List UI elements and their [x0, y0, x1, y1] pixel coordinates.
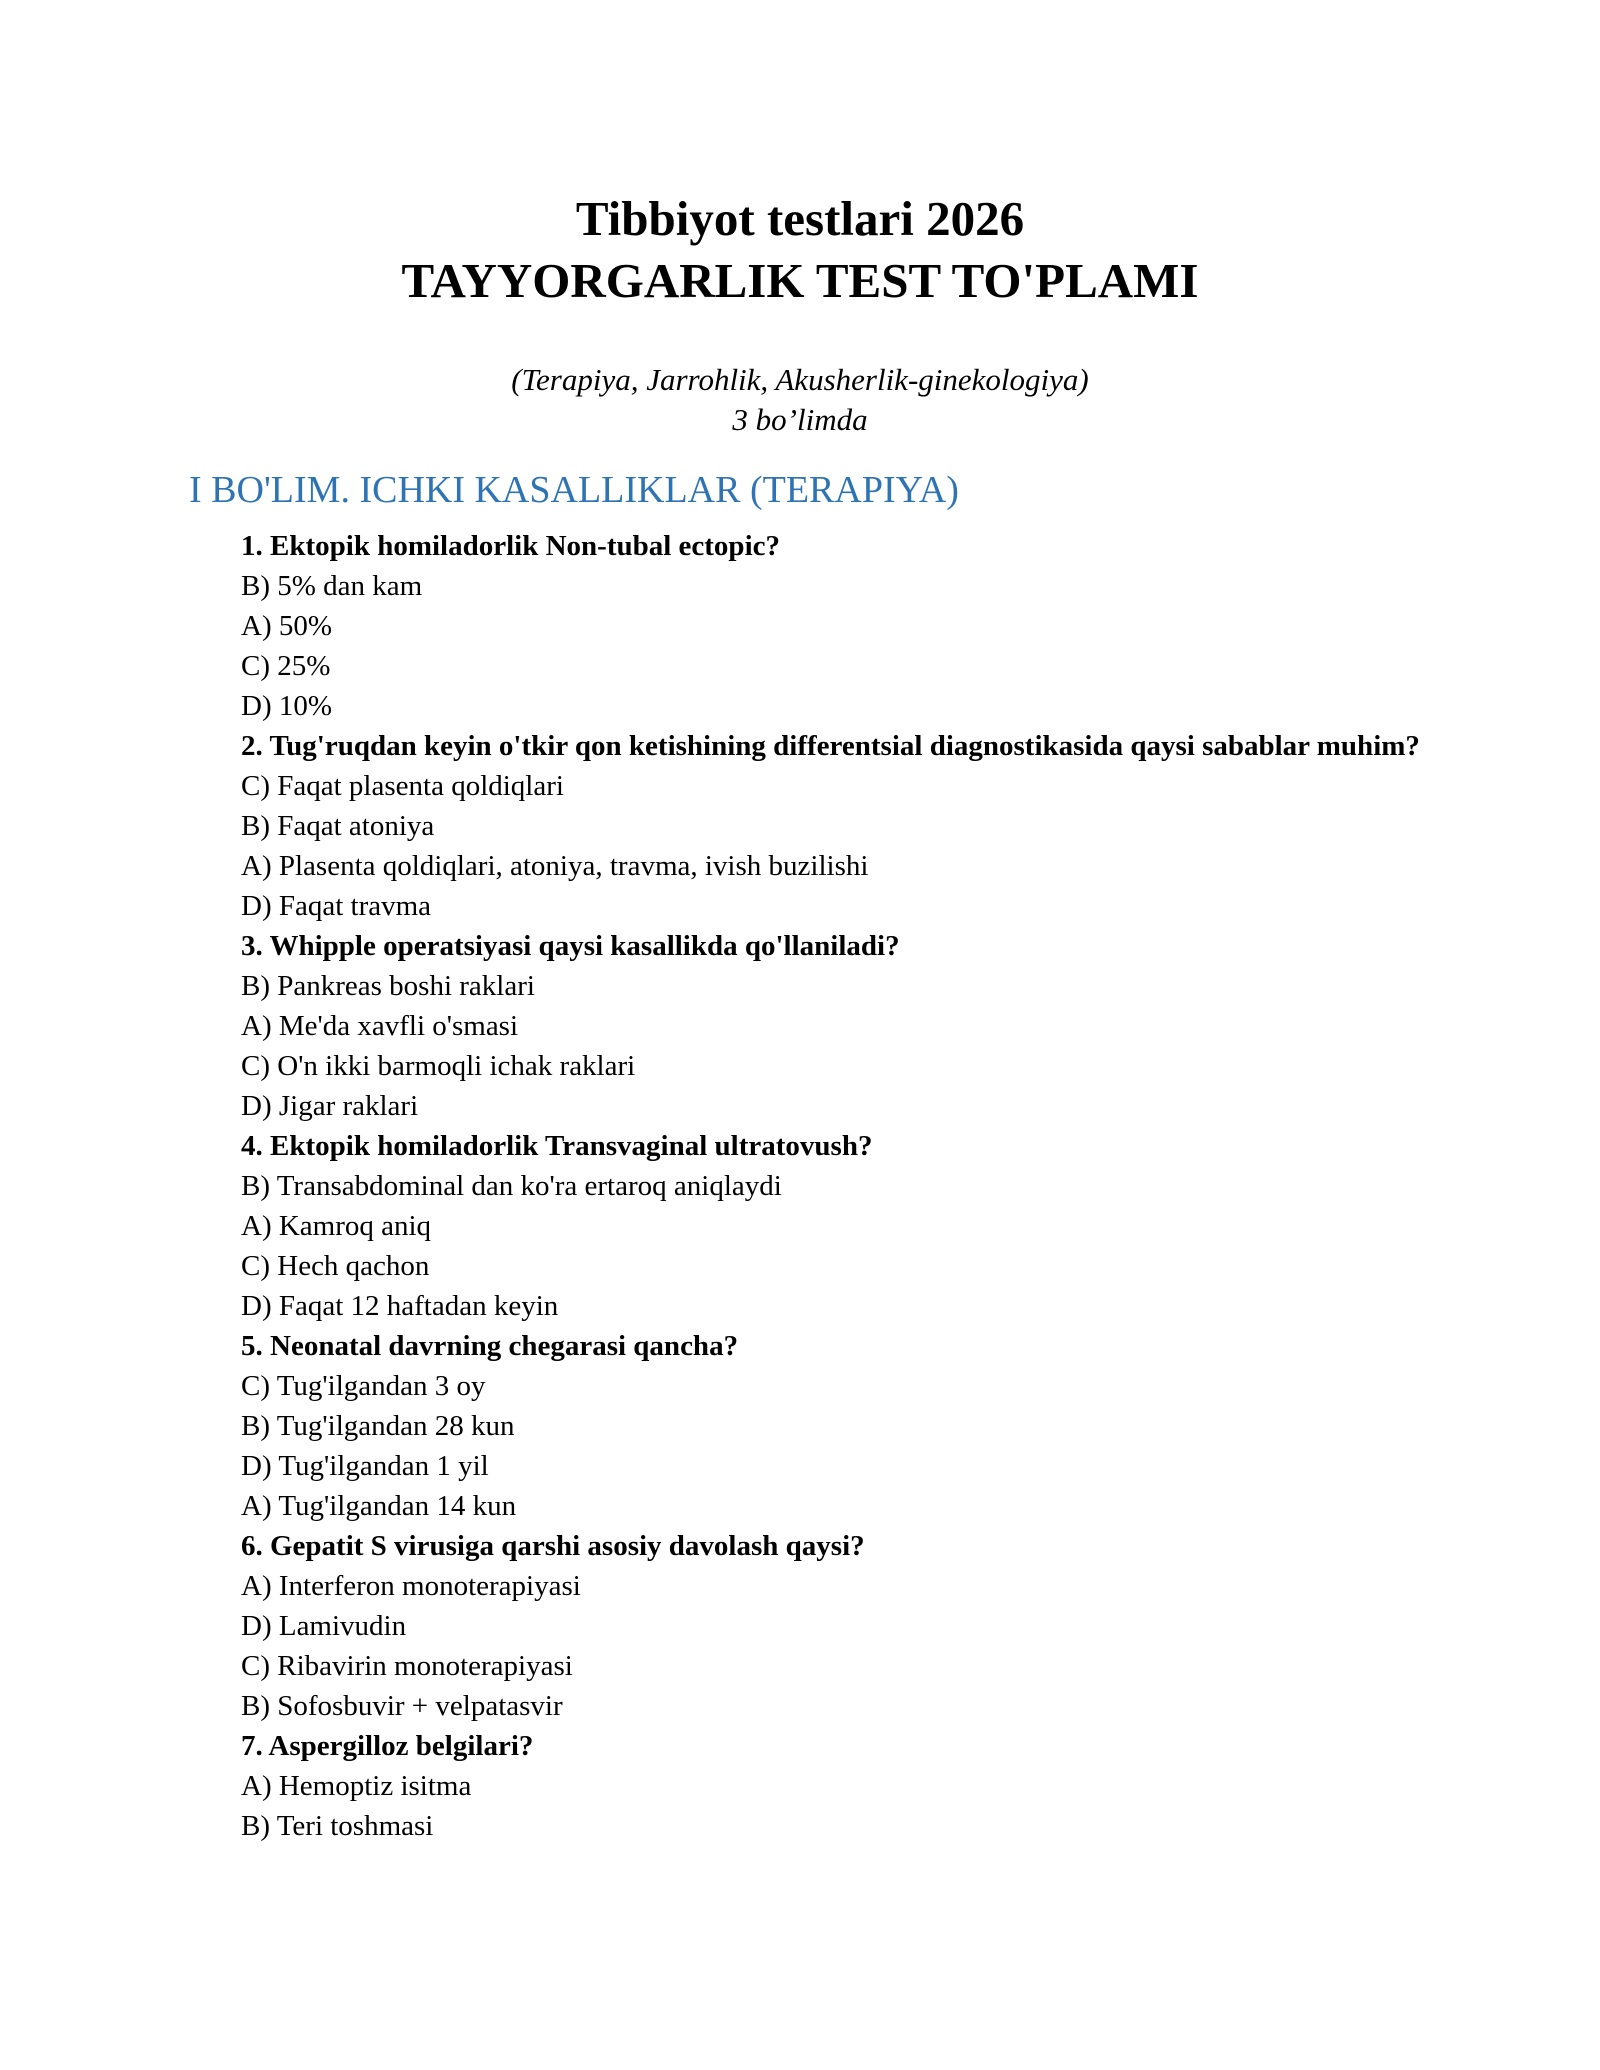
question-text: 7. Aspergilloz belgilari?	[241, 1730, 534, 1762]
question-text: 1. Ektopik homiladorlik Non-tubal ectopic?	[241, 530, 780, 562]
subtitle-line-2: 3 bo’limda	[732, 402, 868, 437]
answer-option: D) Lamivudin	[241, 1610, 407, 1642]
answer-option: A) 50%	[241, 610, 333, 642]
answer-option: B) Sofosbuvir + velpatasvir	[241, 1690, 563, 1722]
question-text: 3. Whipple operatsiyasi qaysi kasallikda qo'llaniladi?	[241, 930, 900, 962]
answer-option: C) 25%	[241, 650, 331, 682]
answer-option: B) Faqat atoniya	[241, 810, 435, 842]
answer-option: B) 5% dan kam	[241, 570, 423, 602]
answer-option: B) Pankreas boshi raklari	[241, 970, 535, 1002]
answer-option: B) Tug'ilgandan 28 kun	[241, 1410, 515, 1442]
answer-option: C) Hech qachon	[241, 1250, 430, 1282]
answer-option: A) Plasenta qoldiqlari, atoniya, travma, ivish buzilishi	[241, 850, 869, 882]
answer-option: C) Ribavirin monoterapiyasi	[241, 1650, 573, 1682]
question-text: 6. Gepatit S virusiga qarshi asosiy davolash qaysi?	[241, 1530, 865, 1562]
answer-option: A) Kamroq aniq	[241, 1210, 432, 1242]
answer-option: A) Tug'ilgandan 14 kun	[241, 1490, 517, 1522]
answer-option: A) Hemoptiz isitma	[241, 1770, 472, 1802]
answer-option: D) Faqat 12 haftadan keyin	[241, 1290, 559, 1322]
answer-option: D) Faqat travma	[241, 890, 432, 922]
title-line-2: TAYYORGARLIK TEST TO'PLAMI	[401, 253, 1199, 308]
question-list	[241, 526, 1421, 1846]
answer-option: C) Tug'ilgandan 3 oy	[241, 1370, 486, 1402]
question-text: 5. Neonatal davrning chegarasi qancha?	[241, 1330, 739, 1362]
answer-option: D) 10%	[241, 690, 333, 722]
answer-option: D) Tug'ilgandan 1 yil	[241, 1450, 489, 1482]
answer-option: A) Me'da xavfli o'smasi	[241, 1010, 519, 1042]
document-title	[0, 188, 1600, 312]
answer-option: B) Transabdominal dan ko'ra ertaroq aniqlaydi	[241, 1170, 782, 1202]
question-text: 2. Tug'ruqdan keyin o'tkir qon ketishining differentsial diagnostikasida qaysi sabablar muhim?	[241, 730, 1420, 762]
answer-option: B) Teri toshmasi	[241, 1810, 434, 1842]
title-line-1: Tibbiyot testlari 2026	[575, 191, 1025, 246]
section-heading: I BO'LIM. ICHKI KASALLIKLAR (TERAPIYA)	[189, 469, 959, 511]
answer-option: C) O'n ikki barmoqli ichak raklari	[241, 1050, 636, 1082]
subtitle-line-1: (Terapiya, Jarrohlik, Akusherlik-ginekologiya)	[511, 362, 1089, 397]
question-text: 4. Ektopik homiladorlik Transvaginal ultratovush?	[241, 1130, 873, 1162]
answer-option: A) Interferon monoterapiyasi	[241, 1570, 581, 1602]
answer-option: C) Faqat plasenta qoldiqlari	[241, 770, 564, 802]
document-subtitle	[0, 360, 1600, 440]
answer-option: D) Jigar raklari	[241, 1090, 419, 1122]
